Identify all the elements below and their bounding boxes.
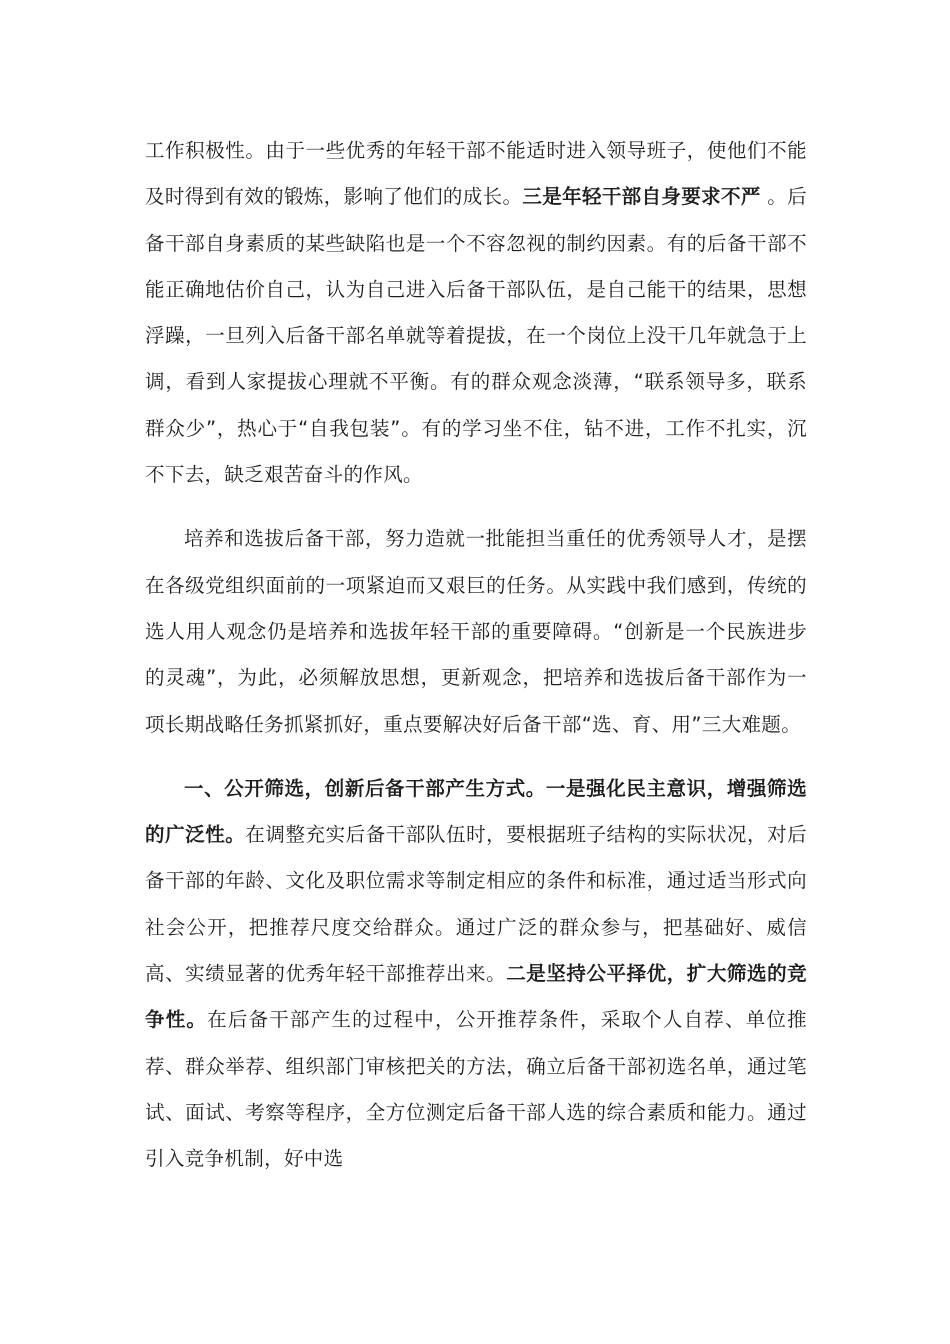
- paragraph-3: [145, 766, 807, 1183]
- paragraph-3-text: 在调整充实后备干部队伍时，要根据班子结构的实际状况，对后备干部的年龄、文化及职位需求等制定相应的条件和标准，通过适当形式向社会公开，把推荐尺度交给群众。通过广泛的群众参与，把基础好、威信高、实绩显著的优秀年轻干部推荐出来。: [145, 823, 807, 986]
- paragraph-3-text-continued: 在后备干部产生的过程中，公开推荐条件，采取个人自荐、单位推荐、群众举荐、组织部门审核把关的方法，确立后备干部初选名单，通过笔试、面试、考察等程序，全方位测定后备干部人选的综合素质和能力。通过引入竞争机制，好中选: [145, 1008, 807, 1171]
- paragraph-1-bold-heading: 三是年轻干部自身要求不严: [522, 185, 761, 209]
- paragraph-1-text: 工作积极性。由于一些优秀的年轻干部不能适时进入领导班子，使他们不能及时得到有效的锻炼，影响了他们的成长。: [145, 139, 807, 209]
- paragraph-1: [145, 128, 807, 498]
- paragraph-3-bold-point-2: 二是坚持公平择优，扩大筛选的竞争性。: [145, 962, 807, 1032]
- paragraph-2: [145, 516, 807, 747]
- paragraph-1-text-continued: 。后备干部自身素质的某些缺陷也是一个不容忽视的制约因素。有的后备干部不能正确地估价自己，认为自己进入后备干部队伍，是自己能干的结果，思想浮躁，一旦列入后备干部名单就等着提拔，在一个岗位上没干几年就急于上调，看到人家提拔心理就不平衡。有的群众观念淡薄，“联系领导多，联系群众少”，热心于“自我包装”。有的学习坐不住，钻不进，工作不扎实，沉不下去，缺乏艰苦奋斗的作风。: [145, 185, 807, 487]
- paragraph-2-text: 培养和选拔后备干部，努力造就一批能担当重任的优秀领导人才，是摆在各级党组织面前的一项紧迫而又艰巨的任务。从实践中我们感到，传统的选人用人观念仍是培养和选拔年轻干部的重要障碍。“创新是一个民族进步的灵魂”，为此，必须解放思想，更新观念，把培养和选拔后备干部作为一项长期战略任务抓紧抓好，重点要解决好后备干部“选、育、用”三大难题。: [145, 527, 807, 736]
- document-body: [145, 128, 807, 1183]
- section-heading-1: 一、公开筛选，创新后备干部产生方式。一是强化民主意识，增强筛选的广泛性。: [145, 776, 807, 847]
